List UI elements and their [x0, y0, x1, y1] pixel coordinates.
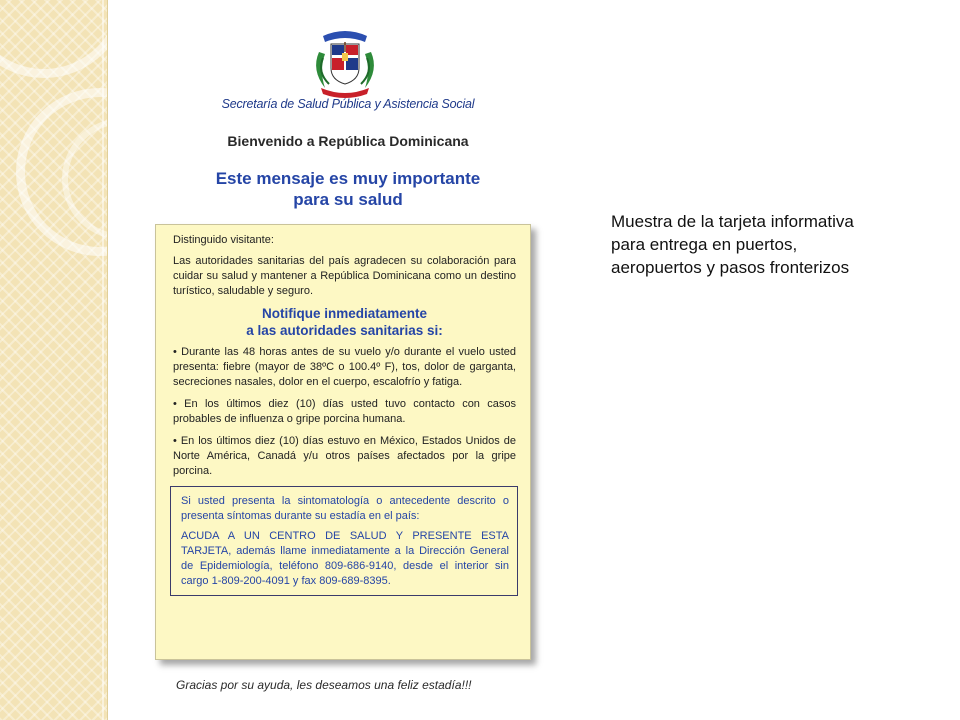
decorative-ring: [0, 0, 108, 78]
caption-line: Muestra de la tarjeta informativa: [611, 212, 854, 231]
action-box: [170, 486, 518, 596]
greeting: Distinguido visitante:: [173, 234, 274, 246]
decorative-line: [102, 0, 104, 720]
info-card: [155, 224, 531, 660]
headline-line: Este mensaje es muy importante: [215, 169, 481, 188]
headline: [158, 168, 538, 210]
headline-line: para su salud: [293, 190, 403, 209]
ministry-name: Secretaría de Salud Pública y Asistencia Social: [221, 97, 475, 111]
action-box-intro: Si usted presenta la sintomatología o antecedente descrito o presenta síntomas durante su estadía en el país:: [181, 495, 509, 522]
notify-line: a las autoridades sanitarias si:: [246, 323, 443, 338]
list-item: • Durante las 48 horas antes de su vuelo y/o durante el vuelo usted presenta: fiebre (mayor de 38ºC o 100.4º F), tos, dolor de garganta, secreciones nasales, dolor en el cuerpo, escalofrío y fatiga.: [173, 345, 516, 390]
slide-caption: [611, 210, 941, 279]
notify-heading: [173, 305, 516, 339]
list-item: • En los últimos diez (10) días estuvo en México, Estados Unidos de Norte América, Canadá y/u otros países afectados por la gripe porcina.: [173, 434, 516, 479]
coat-of-arms-icon: [305, 22, 385, 102]
notify-line: Notifique inmediatamente: [261, 306, 428, 321]
intro-paragraph: Las autoridades sanitarias del país agradecen su colaboración para cuidar su salud y mantener a República Dominicana como un destino turístico, saludable y seguro.: [173, 255, 516, 297]
caption-line: para entrega en puertos,: [611, 235, 798, 254]
welcome-title: Bienvenido a República Dominicana: [227, 133, 469, 149]
caption-line: aeropuertos y pasos fronterizos: [611, 258, 850, 277]
condition-list: [173, 345, 516, 479]
list-item: • En los últimos diez (10) días usted tuvo contacto con casos probables de influenza o gripe porcina humana.: [173, 397, 516, 427]
decorative-side-strip: [0, 0, 108, 720]
thanks-message: Gracias por su ayuda, les deseamos una feliz estadía!!!: [176, 678, 472, 692]
action-box-instructions: ACUDA A UN CENTRO DE SALUD Y PRESENTE ESTA TARJETA, además llame inmediatamente a la Dirección General de Epidemiología, teléfono 809-686-9140, desde el interior sin cargo 1-809-200-4091 y fax 809-689-8395.: [181, 530, 509, 587]
